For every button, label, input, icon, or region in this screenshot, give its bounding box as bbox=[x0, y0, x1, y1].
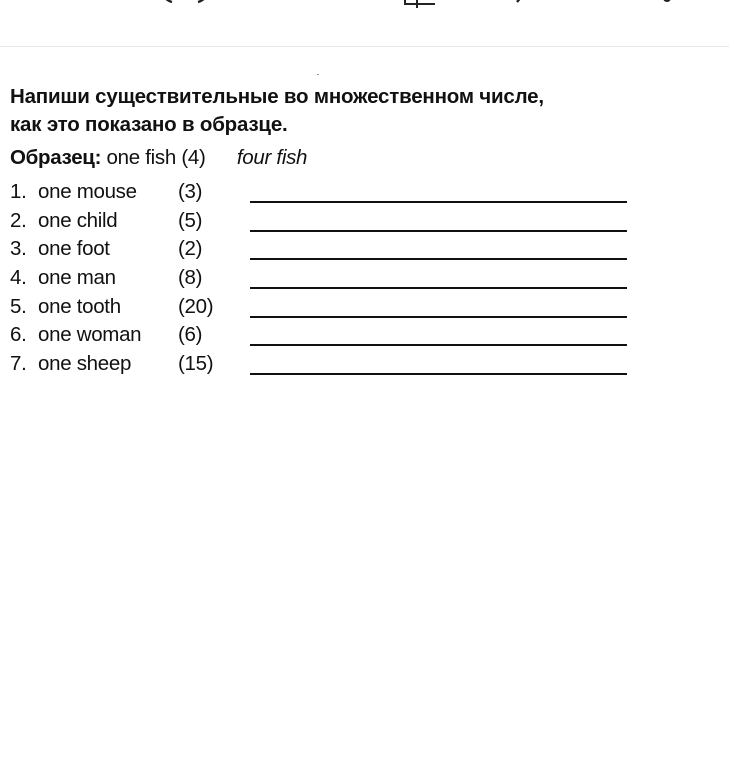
item-number: 1. bbox=[10, 180, 27, 203]
answer-blank[interactable] bbox=[250, 373, 627, 375]
item-number: 7. bbox=[10, 352, 27, 376]
item-count: (5) bbox=[178, 208, 203, 232]
more-icon[interactable] bbox=[655, 0, 679, 12]
answer-blank[interactable] bbox=[250, 287, 627, 289]
item-number: 3. bbox=[10, 237, 27, 261]
item-count: (8) bbox=[178, 266, 203, 290]
item-word: one child bbox=[38, 208, 118, 232]
item-word: one foot bbox=[38, 237, 110, 261]
item-word: one mouse bbox=[38, 180, 137, 203]
viewer-toolbar bbox=[0, 0, 729, 47]
answer-blank[interactable] bbox=[250, 230, 627, 232]
answer-blank[interactable] bbox=[250, 316, 627, 318]
example-prompt: one fish (4) bbox=[106, 146, 206, 169]
item-number: 6. bbox=[10, 323, 27, 347]
item-count: (15) bbox=[178, 352, 214, 376]
item-count: (2) bbox=[178, 237, 203, 261]
scan-speck bbox=[317, 74, 319, 75]
circle-icon[interactable] bbox=[150, 0, 220, 10]
chevron-icon[interactable] bbox=[505, 0, 545, 12]
item-number: 2. bbox=[10, 208, 27, 232]
item-number: 4. bbox=[10, 266, 27, 290]
item-count: (3) bbox=[178, 180, 203, 203]
item-number: 5. bbox=[10, 294, 27, 318]
answer-blank[interactable] bbox=[250, 258, 627, 260]
item-word: one man bbox=[38, 266, 116, 290]
task-instruction bbox=[10, 83, 710, 139]
instruction-line-1: Напиши существительные во множественном числе, bbox=[10, 85, 544, 108]
item-word: one tooth bbox=[38, 294, 121, 318]
example-answer: four fish bbox=[236, 146, 308, 169]
answer-blank[interactable] bbox=[250, 344, 627, 346]
example-line bbox=[10, 145, 307, 171]
item-count: (20) bbox=[178, 294, 214, 318]
item-word: one sheep bbox=[38, 352, 132, 376]
example-label: Образец: bbox=[10, 146, 102, 169]
answer-blank[interactable] bbox=[250, 201, 627, 203]
worksheet bbox=[0, 47, 729, 763]
instruction-line-2: как это показано в образце. bbox=[10, 113, 288, 136]
crop-icon[interactable] bbox=[395, 0, 445, 14]
item-count: (6) bbox=[178, 323, 203, 347]
item-word: one woman bbox=[38, 323, 142, 347]
